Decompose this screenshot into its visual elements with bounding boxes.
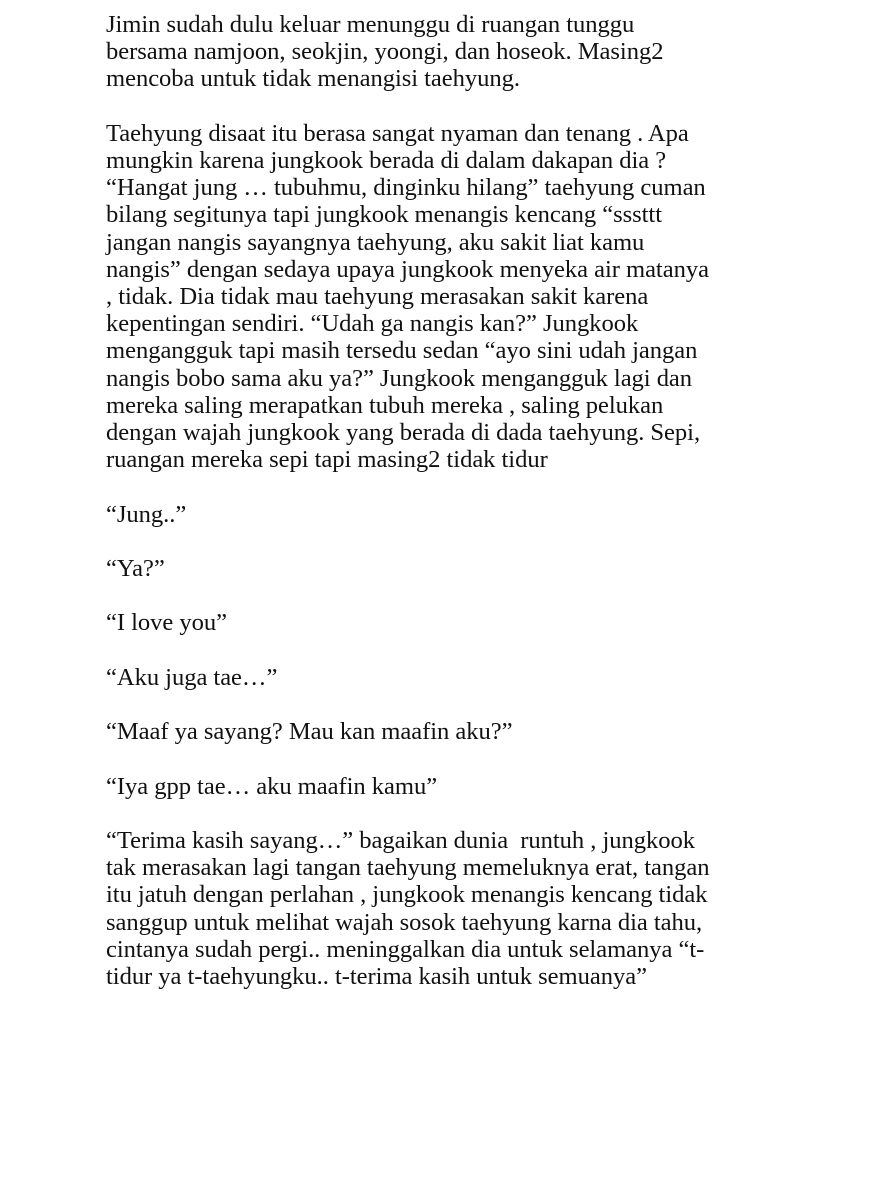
- text-line: bilang segitunya tapi jungkook menangis kencang “sssttt: [106, 201, 662, 229]
- story-paragraph: [106, 120, 806, 474]
- story-text-body: [106, 11, 806, 1017]
- text-line: mengangguk tapi masih tersedu sedan “ayo sini udah jangan: [106, 337, 698, 365]
- text-line: , tidak. Dia tidak mau taehyung merasakan sakit karena: [106, 283, 649, 311]
- text-line: cintanya sudah pergi.. meninggalkan dia untuk selamanya “t-: [106, 935, 705, 963]
- text-line: tak merasakan lagi tangan taehyung memeluknya erat, tangan: [106, 854, 710, 882]
- text-line: Jimin sudah dulu keluar menunggu di ruangan tunggu: [106, 11, 635, 38]
- text-line: “Terima kasih sayang…” bagaikan dunia runtuh , jungkook: [106, 826, 695, 854]
- story-paragraph: [106, 718, 806, 745]
- text-line: ruangan mereka sepi tapi masing2 tidak tidur: [106, 446, 548, 474]
- text-line: “Hangat jung … tubuhmu, dinginku hilang” taehyung cuman: [106, 174, 706, 202]
- story-paragraph: [106, 11, 806, 93]
- text-line: dengan wajah jungkook yang berada di dada taehyung. Sepi,: [106, 419, 701, 447]
- text-line: Taehyung disaat itu berasa sangat nyaman dan tenang . Apa: [106, 119, 689, 147]
- story-paragraph: [106, 555, 806, 582]
- story-paragraph: [106, 773, 806, 800]
- text-line: itu jatuh dengan perlahan , jungkook menangis kencang tidak: [106, 881, 708, 909]
- text-line: mungkin karena jungkook berada di dalam dakapan dia ?: [106, 147, 667, 174]
- story-paragraph: [106, 501, 806, 528]
- text-line: “Aku juga tae…”: [106, 663, 278, 691]
- text-line: nangis” dengan sedaya upaya jungkook menyeka air matanya: [106, 255, 709, 283]
- text-line: nangis bobo sama aku ya?” Jungkook mengangguk lagi dan: [106, 364, 693, 392]
- text-line: mereka saling merapatkan tubuh mereka , saling pelukan: [106, 391, 664, 419]
- story-paragraph: [106, 664, 806, 691]
- text-line: tidur ya t-taehyungku.. t-terima kasih untuk semuanya”: [106, 962, 647, 990]
- text-line: “Iya gpp tae… aku maafin kamu”: [106, 772, 438, 800]
- story-paragraph: [106, 609, 806, 636]
- text-line: mencoba untuk tidak menangisi taehyung.: [106, 65, 520, 93]
- text-line: “Jung..”: [106, 500, 187, 528]
- text-line: kepentingan sendiri. “Udah ga nangis kan?” Jungkook: [106, 310, 639, 338]
- text-line: “I love you”: [106, 609, 227, 637]
- text-line: “Maaf ya sayang? Mau kan maafin aku?”: [106, 718, 513, 746]
- text-line: bersama namjoon, seokjin, yoongi, dan hoseok. Masing2: [106, 38, 664, 66]
- story-paragraph: [106, 827, 806, 990]
- text-line: “Ya?”: [106, 555, 165, 583]
- text-line: sanggup untuk melihat wajah sosok taehyung karna dia tahu,: [106, 908, 703, 936]
- text-line: jangan nangis sayangnya taehyung, aku sakit liat kamu: [106, 228, 645, 256]
